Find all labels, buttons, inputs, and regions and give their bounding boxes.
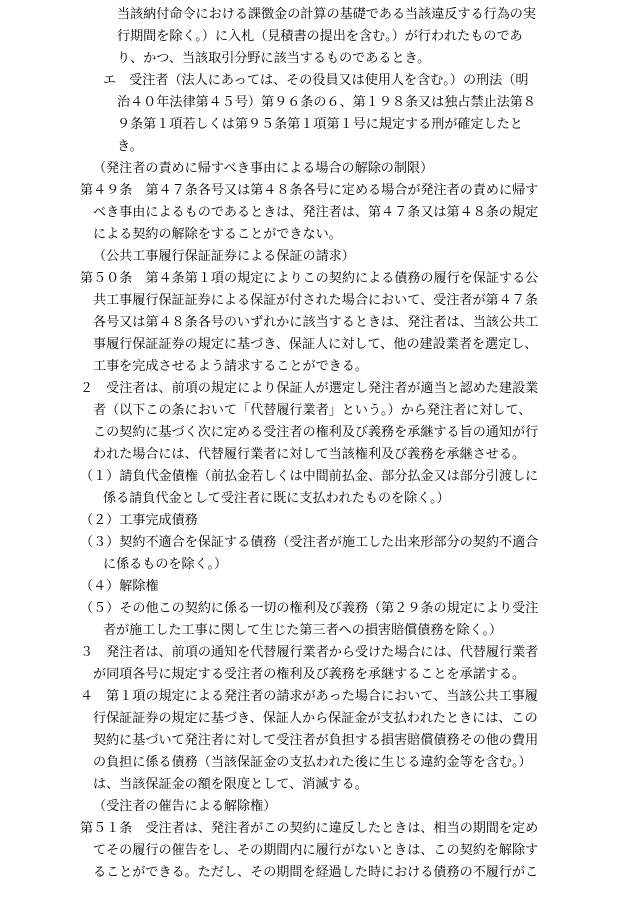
article-heading-50: 第５０条 第４条第１項の規定によりこの契約による債務の履行を保証する公 xyxy=(80,271,539,286)
list-item: （１）請負代金債権（前払金若しくは中間前払金、部分払金又は部分引渡しに xyxy=(80,469,539,484)
article-heading-49: 第４９条 第４７条各号又は第４８条各号に定める場合が発注者の責めに帰す xyxy=(80,183,539,198)
list-item: （４）解除権 xyxy=(80,579,159,594)
paragraph-start: ４ 第１項の規定による発注者の請求があった場合において、当該公共工事履 xyxy=(80,689,538,704)
text-line: われた場合には、代替履行業者に対して当該権利及び義務を承継させる。 xyxy=(93,447,526,462)
text-line: 事履行保証証券の規定に基づき、保証人に対して、他の建設業者を選定し、 xyxy=(93,337,538,352)
article-heading-51: 第５１条 受注者は、発注者がこの契約に違反したときは、相当の期間を定め xyxy=(80,821,539,836)
text-line: に係るものを除く。） xyxy=(103,557,228,572)
text-line: 行期間を除く。）に入札（見積書の提出を含む。）が行われたものであ xyxy=(117,29,523,44)
article-caption: （受注者の催告による解除権） xyxy=(93,799,277,814)
list-item: （５）その他この契約に係る一切の権利及び義務（第２９条の規定により受注 xyxy=(80,601,539,616)
text-line: 工事を完成させるよう請求することができる。 xyxy=(93,359,368,374)
text-line: 当該納付命令における課徴金の計算の基礎である当該違反する行為の実 xyxy=(117,7,536,22)
text-line: べき事由によるものであるときは、発注者は、第４７条又は第４８条の規定 xyxy=(93,205,539,220)
text-line: ることができる。ただし、その期間を経過した時における債務の不履行がこ xyxy=(93,865,539,880)
text-line: 者が施工した工事に関して生じた第三者への損害賠償債務を除く。） xyxy=(103,623,503,638)
text-line: 行保証証券の規定に基づき、保証人から保証金が支払われたときには、この xyxy=(93,711,538,726)
text-line: 契約に基づいて発注者に対して受注者が負担する損害賠償債務その他の費用 xyxy=(93,733,539,748)
text-line: 治４０年法律第４５号）第９６条の６、第１９８条又は独占禁止法第８ xyxy=(117,95,536,110)
text-line: の負担に係る債務（当該保証金の支払われた後に生じる違約金等を含む。） xyxy=(93,755,532,770)
text-line: てその履行の催告をし、その期間内に履行がないときは、この契約を解除す xyxy=(93,843,539,858)
text-line: き。 xyxy=(117,139,143,154)
text-line: は、当該保証金の額を限度として、消滅する。 xyxy=(93,777,368,792)
text-line: が同項各号に規定する受注者の権利及び義務を承継することを承諾する。 xyxy=(93,667,526,682)
text-line: 者（以下この条において「代替履行業者」という。）から発注者に対して、 xyxy=(93,403,532,418)
list-item: （３）契約不適合を保証する債務（受注者が施工した出来形部分の契約不適合 xyxy=(80,535,539,550)
text-line: ９条第１項若しくは第９５条第１項第１号に規定する刑が確定したと xyxy=(117,117,523,132)
text-line: 共工事履行保証証券による保証が付された場合において、受注者が第４７条 xyxy=(93,293,538,308)
text-line: エ 受注者（法人にあっては、その役員又は使用人を含む。）の刑法（明 xyxy=(103,73,529,88)
paragraph-start: ２ 受注者は、前項の規定により保証人が選定し発注者が適当と認めた建設業 xyxy=(80,381,539,396)
list-item: （２）工事完成債務 xyxy=(80,513,198,528)
article-caption: （公共工事履行保証証券による保証の請求） xyxy=(93,249,355,264)
text-line: 各号又は第４８条各号のいずれかに該当するときは、発注者は、当該公共工 xyxy=(93,315,539,330)
text-line: り、かつ、当該取引分野に該当するものであるとき。 xyxy=(117,51,431,66)
article-caption: （発注者の責めに帰すべき事由による場合の解除の制限） xyxy=(93,161,434,176)
text-line: この契約に基づく次に定める受注者の権利及び義務を承継する旨の通知が行 xyxy=(93,425,539,440)
text-line: による契約の解除をすることができない。 xyxy=(93,227,342,242)
text-line: 係る請負代金として受注者に既に支払われたものを除く。） xyxy=(103,491,450,506)
paragraph-start: ３ 発注者は、前項の通知を代替履行業者から受けた場合には、代替履行業者 xyxy=(80,645,539,660)
